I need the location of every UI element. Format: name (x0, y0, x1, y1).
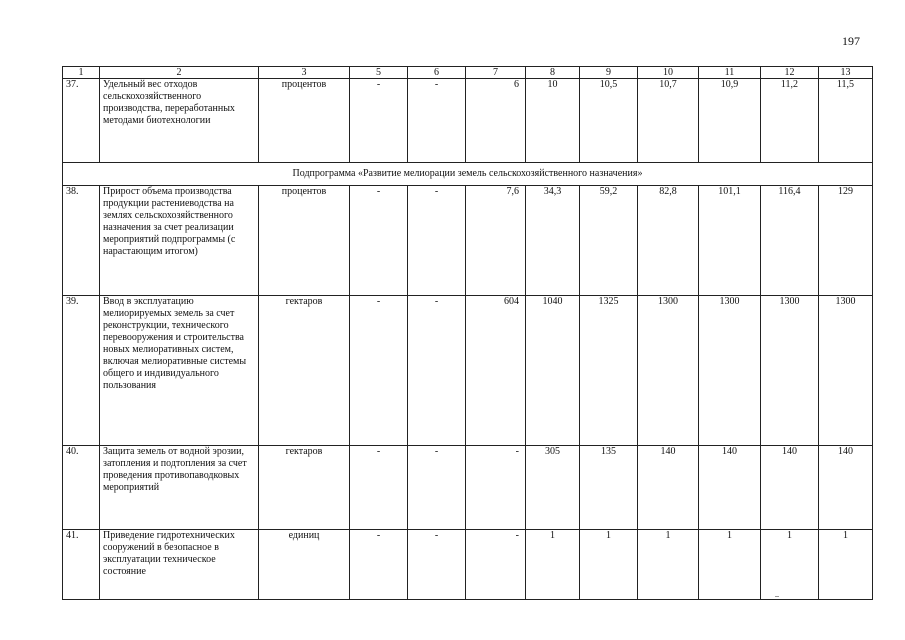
value-col-10: 140 (638, 446, 699, 530)
table-row (63, 296, 873, 446)
column-number-row (63, 67, 873, 79)
value-col-12: 116,4 (761, 186, 819, 296)
value-col-7: 7,6 (466, 186, 526, 296)
unit: процентов (259, 186, 350, 296)
col-header-13: 13 (819, 67, 873, 79)
value-col-12: 140 (761, 446, 819, 530)
col-header-8: 8 (526, 67, 580, 79)
value-col-10: 1 (638, 530, 699, 600)
value-col-8: 1 (526, 530, 580, 600)
value-col-7: - (466, 446, 526, 530)
value-col-9: 10,5 (580, 79, 638, 163)
value-col-5: - (350, 186, 408, 296)
indicator-name: Прирост объема производства продукции растениеводства на землях сельскохозяйственного назначения за счет реализации мероприятий подпрограммы (с нарастающим итогом) (100, 186, 259, 296)
value-col-6: - (408, 79, 466, 163)
value-col-5: - (350, 79, 408, 163)
col-header-1: 1 (63, 67, 100, 79)
value-col-5: - (350, 530, 408, 600)
section-title: Подпрограмма «Развитие мелиорации земель сельскохозяйственного назначения» (63, 163, 873, 186)
row-number: 39. (63, 296, 100, 446)
value-col-9: 59,2 (580, 186, 638, 296)
value-col-5: - (350, 446, 408, 530)
value-col-9: 1325 (580, 296, 638, 446)
row-number: 41. (63, 530, 100, 600)
table-row (63, 79, 873, 163)
value-col-13: 1300 (819, 296, 873, 446)
col-header-3: 3 (259, 67, 350, 79)
value-col-10: 10,7 (638, 79, 699, 163)
table-row (63, 530, 873, 600)
value-col-10: 82,8 (638, 186, 699, 296)
col-header-5: 5 (350, 67, 408, 79)
value-col-11: 101,1 (699, 186, 761, 296)
value-col-13: 140 (819, 446, 873, 530)
value-col-6: - (408, 446, 466, 530)
value-col-13: 1 (819, 530, 873, 600)
value-col-12: 1 (761, 530, 819, 600)
row-number: 38. (63, 186, 100, 296)
col-header-9: 9 (580, 67, 638, 79)
value-col-11: 1 (699, 530, 761, 600)
indicator-name: Приведение гидротехнических сооружений в безопасное в эксплуатации техническое состояние (100, 530, 259, 600)
value-col-6: - (408, 530, 466, 600)
value-col-7: - (466, 530, 526, 600)
unit: процентов (259, 79, 350, 163)
value-col-13: 129 (819, 186, 873, 296)
unit: гектаров (259, 446, 350, 530)
unit: единиц (259, 530, 350, 600)
indicator-name: Защита земель от водной эрозии, затопления и подтопления за счет проведения противопаводковых мероприятий (100, 446, 259, 530)
table-row (63, 186, 873, 296)
value-col-11: 1300 (699, 296, 761, 446)
unit: гектаров (259, 296, 350, 446)
section-row (63, 163, 873, 186)
col-header-10: 10 (638, 67, 699, 79)
row-number: 40. (63, 446, 100, 530)
value-col-5: - (350, 296, 408, 446)
col-header-11: 11 (699, 67, 761, 79)
row-number: 37. (63, 79, 100, 163)
value-col-12: 1300 (761, 296, 819, 446)
value-col-7: 604 (466, 296, 526, 446)
table-row (63, 446, 873, 530)
value-col-7: 6 (466, 79, 526, 163)
value-col-10: 1300 (638, 296, 699, 446)
value-col-12: 11,2 (761, 79, 819, 163)
value-col-11: 10,9 (699, 79, 761, 163)
value-col-9: 1 (580, 530, 638, 600)
value-col-8: 10 (526, 79, 580, 163)
value-col-6: - (408, 186, 466, 296)
col-header-6: 6 (408, 67, 466, 79)
scan-artifact (775, 596, 779, 597)
indicator-name: Удельный вес отходов сельскохозяйственного производства, переработанных методами биотехнологии (100, 79, 259, 163)
col-header-2: 2 (100, 67, 259, 79)
indicators-table (62, 66, 873, 600)
col-header-7: 7 (466, 67, 526, 79)
value-col-11: 140 (699, 446, 761, 530)
value-col-8: 34,3 (526, 186, 580, 296)
value-col-6: - (408, 296, 466, 446)
value-col-13: 11,5 (819, 79, 873, 163)
col-header-12: 12 (761, 67, 819, 79)
value-col-8: 305 (526, 446, 580, 530)
value-col-9: 135 (580, 446, 638, 530)
value-col-8: 1040 (526, 296, 580, 446)
page-number: 197 (842, 34, 860, 48)
indicator-name: Ввод в эксплуатацию мелиорируемых земель за счет реконструкции, технического перевооружения и строительства новых мелиоративных систем, включая мелиоративные системы общего и индивидуального пользования (100, 296, 259, 446)
